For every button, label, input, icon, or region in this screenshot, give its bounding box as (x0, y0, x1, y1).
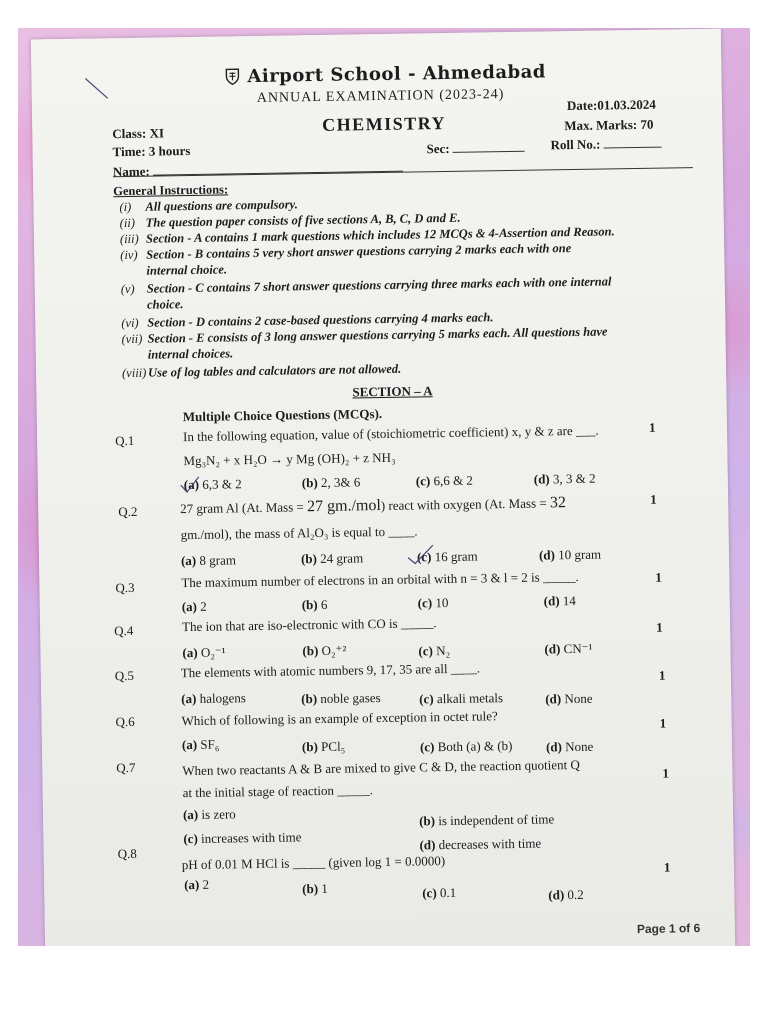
section-subtitle: Multiple Choice Questions (MCQs). (182, 406, 383, 425)
option-c[interactable]: (c) increases with time (183, 829, 302, 847)
question-number: Q.2 (118, 503, 138, 520)
option-d[interactable]: (d) CN⁻¹ (544, 640, 593, 657)
time-label: Time: 3 hours (112, 142, 191, 160)
option-d[interactable]: (d) 3, 3 & 2 (533, 470, 596, 487)
question-marks: 1 (650, 491, 657, 507)
option-b[interactable]: (b) 24 gram (300, 550, 364, 567)
instruction-item: (vi) Section - D contains 2 case-based questions carrying 4 marks each. (121, 310, 494, 331)
max-marks: Max. Marks: 70 (564, 116, 654, 134)
option-a[interactable]: (a) is zero (182, 806, 236, 823)
roll-field[interactable] (550, 136, 661, 154)
option-d[interactable]: (d) decreases with time (419, 835, 542, 853)
option-d[interactable]: (d) 10 gram (538, 546, 602, 563)
option-c[interactable]: (c) 10 (417, 594, 449, 611)
sec-blank[interactable] (453, 141, 525, 153)
question-marks: 1 (663, 859, 671, 875)
page-number: Page 1 of 6 (636, 921, 701, 937)
option-c[interactable]: (c) Both (a) & (b) (419, 737, 513, 755)
question-text: pH of 0.01 M HCl is _____ (given log 1 = 0.0000) (181, 853, 446, 873)
question-text: The maximum number of electrons in an orbital with n = 3 & l = 2 is _____. (181, 568, 579, 591)
sec-label: Sec: (426, 140, 450, 157)
instructions-title: General Instructions: (113, 182, 229, 199)
option-b[interactable]: (b) O₂⁺² (302, 642, 347, 659)
question-marks: 1 (658, 667, 666, 683)
question-number: Q.7 (116, 759, 136, 776)
option-c[interactable]: (c) 6,6 & 2 (415, 472, 473, 489)
question-text: The ion that are iso-electronic with CO is _____. (181, 615, 437, 635)
option-c[interactable]: (c) 0.1 (422, 884, 457, 901)
question-marks: 1 (655, 569, 662, 585)
question-number: Q.5 (114, 667, 135, 684)
option-a[interactable]: (a) 2 (184, 876, 210, 893)
question-number: Q.8 (117, 845, 137, 862)
name-field[interactable] (113, 160, 403, 181)
question-marks: 1 (656, 619, 663, 635)
name-label: Name: (112, 163, 150, 180)
option-c[interactable]: (c) alkali metals (419, 690, 504, 707)
section-title: SECTION – A (352, 383, 433, 400)
school-crest-icon (223, 67, 241, 85)
question-marks: 1 (659, 715, 667, 731)
instruction-item: (i) All questions are compulsory. (119, 197, 298, 215)
option-b[interactable]: (b) is independent of time (419, 811, 555, 829)
instruction-item-cont: internal choices. (147, 346, 234, 362)
option-d[interactable]: (d) 14 (543, 592, 576, 609)
option-c[interactable]: (c) 16 gram (416, 548, 478, 565)
question-text: 27 gram Al (At. Mass = 27 gm./mol) react with oxygen (At. Mass = 32 (180, 494, 567, 517)
question-equation: Mg₃N₂ + x H₂O → y Mg (OH)₂ + z NH₃ (183, 449, 396, 469)
question-text-cont: gm./mol), the mass of Al₂O₃ is equal to ____. (180, 523, 418, 543)
sec-field[interactable] (426, 140, 525, 158)
option-b[interactable]: (b) noble gases (301, 690, 381, 707)
option-a[interactable]: (a) 2 (181, 598, 207, 615)
question-text: The elements with atomic numbers 9, 17, 35 are all ____. (180, 660, 481, 681)
instruction-item: (vii) Section - E consists of 3 long answer questions carrying 5 marks each. All questions have (121, 324, 608, 347)
option-a[interactable]: (a) SF₆ (181, 736, 220, 753)
option-d[interactable]: (d) None (545, 738, 594, 755)
class-label: Class: XI (112, 125, 165, 142)
option-b[interactable]: (b) 1 (302, 880, 328, 897)
option-d[interactable]: (d) 0.2 (548, 886, 584, 903)
question-marks: 1 (648, 419, 656, 435)
question-number: Q.1 (115, 432, 135, 449)
instruction-item: (iii) Section - A contains 1 mark questions which includes 12 MCQs & 4-Assertion and Reason. (119, 224, 615, 247)
pen-mark-icon (81, 74, 111, 104)
question-text: Which of following is an example of exception in octet rule? (181, 708, 498, 729)
question-text: In the following equation, value of (stoichiometric coefficient) x, y & z are ___. (182, 422, 599, 445)
tick-mark-icon (405, 543, 435, 565)
instruction-item: (viii)Use of log tables and calculators are not allowed. (121, 361, 402, 381)
option-c[interactable]: (c) N₂ (418, 642, 451, 659)
option-b[interactable]: (b) 2, 3& 6 (301, 474, 361, 491)
option-d[interactable]: (d) None (545, 690, 593, 707)
instruction-item: (iv) Section - B contains 5 very short answer questions carrying 2 marks each with one (120, 241, 572, 263)
school-name: Airport School - Ahmedabad (223, 61, 546, 87)
exam-title: ANNUAL EXAMINATION (2023-24) (256, 87, 505, 106)
roll-blank[interactable] (604, 137, 662, 149)
question-number: Q.3 (115, 579, 135, 596)
option-b[interactable]: (b) PCl₅ (301, 738, 346, 755)
question-text-cont: at the initial stage of reaction _____. (182, 782, 374, 801)
instruction-item-cont: choice. (146, 297, 184, 312)
question-marks: 1 (662, 765, 670, 781)
question-text: When two reactants A & B are mixed to give C & D, the reaction quotient Q (182, 756, 580, 779)
option-a[interactable]: (a) 6,3 & 2 (183, 476, 242, 493)
exam-date: Date:01.03.2024 (566, 96, 656, 114)
exam-paper (31, 29, 735, 946)
option-a[interactable]: (a) O₂⁻¹ (182, 644, 226, 661)
fabric-background (18, 28, 750, 946)
option-a[interactable]: (a) 8 gram (180, 552, 237, 569)
question-number: Q.4 (114, 622, 134, 639)
instruction-item: (ii) The question paper consists of five sections A, B, C, D and E. (119, 210, 461, 231)
instruction-item-cont: internal choice. (146, 262, 228, 278)
instruction-item: (v) Section - C contains 7 short answer questions carrying three marks each with one internal (120, 274, 612, 297)
option-b[interactable]: (b) 6 (301, 596, 328, 613)
option-a[interactable]: (a) halogens (181, 690, 246, 707)
tick-mark-icon (178, 475, 202, 495)
subject-title: CHEMISTRY (322, 112, 447, 135)
roll-label: Roll No.: (550, 136, 601, 153)
question-number: Q.6 (115, 713, 135, 730)
